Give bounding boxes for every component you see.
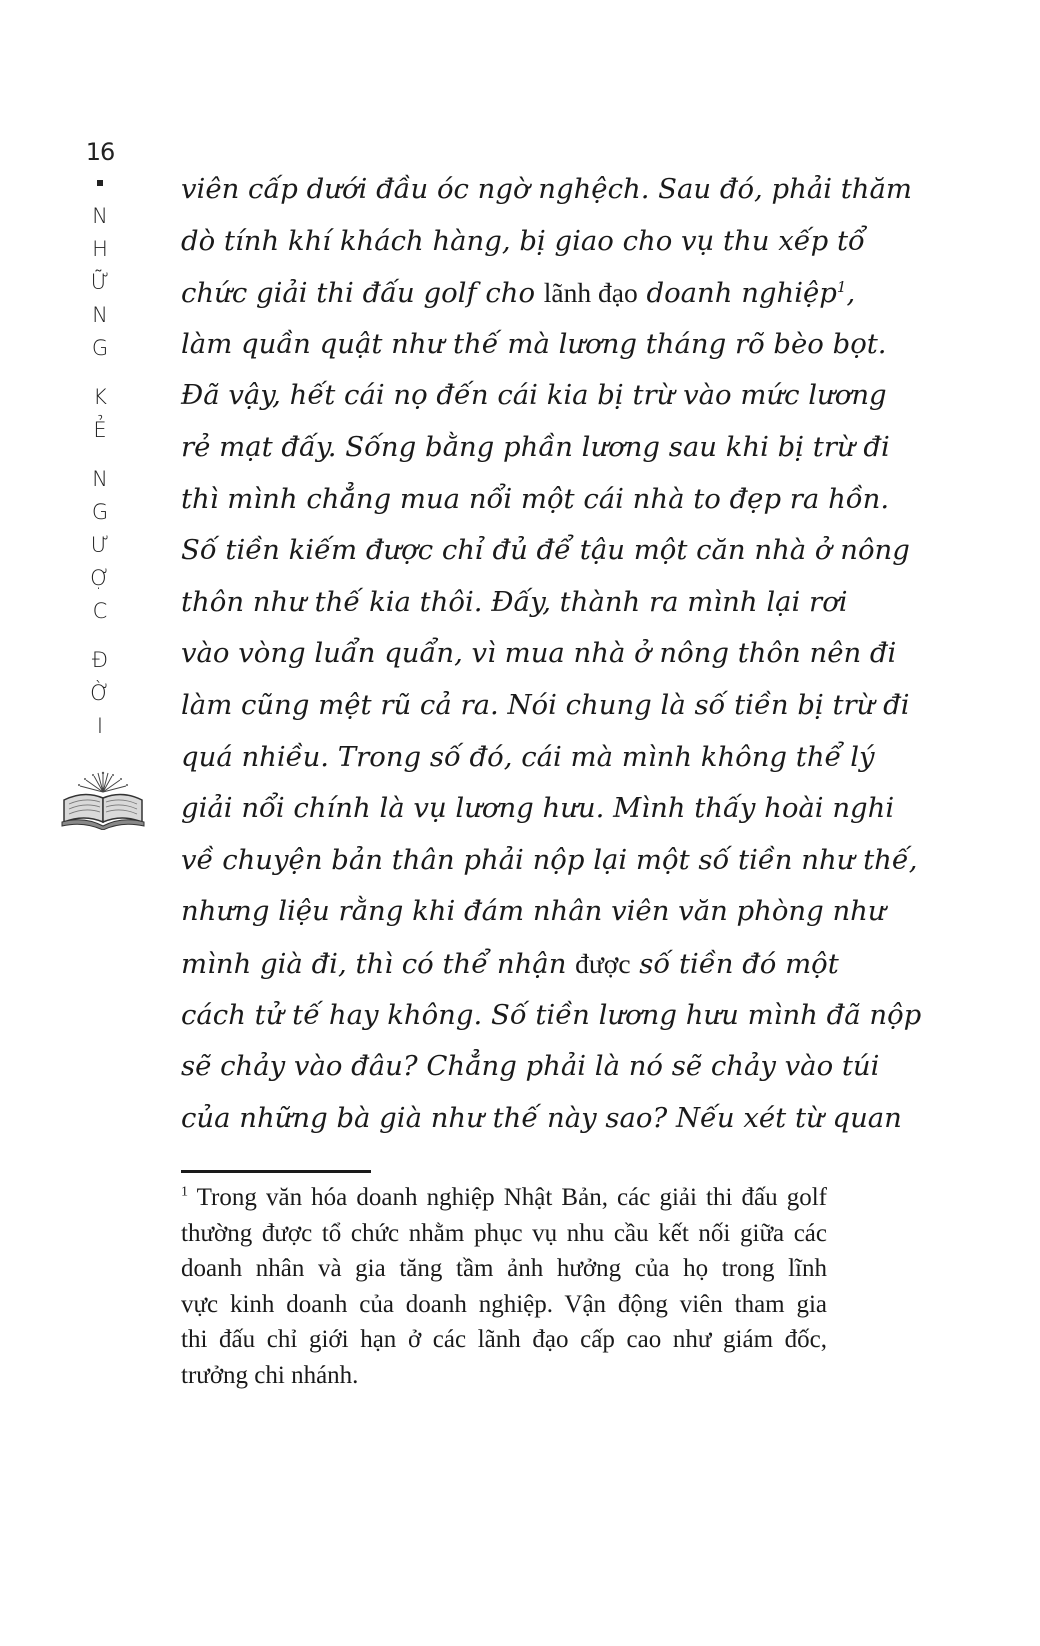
footnote-line (181, 1287, 827, 1323)
body-text-run: vào vòng luẩn quẩn, vì mua nhà ở nông thôn nên đi (181, 637, 897, 670)
footnote-line (181, 1216, 827, 1252)
title-letter: Đ (91, 648, 109, 672)
title-letter: G (91, 500, 109, 524)
body-text-run: Số tiền kiếm được chỉ đủ để tậu một căn nhà ở nông (181, 534, 910, 567)
footnote-marker: 1 (181, 1184, 188, 1200)
body-text (181, 164, 922, 1144)
body-line (181, 577, 848, 629)
body-text-run: Đã vậy, hết cái nọ đến cái kia bị trừ vào mức lương (181, 379, 887, 412)
body-text-run: , (846, 277, 856, 310)
body-text-run: quá nhiều. Trong số đó, cái mà mình không thể lý (181, 740, 875, 773)
body-line (181, 370, 887, 422)
title-letter: N (92, 303, 108, 327)
header-separator-dot (97, 180, 103, 186)
body-line (181, 732, 875, 784)
title-letter: Ư (90, 533, 110, 557)
body-text-run: mình già đi, thì có thể nhận (181, 947, 576, 980)
footnote-text: vực kinh doanh của doanh nghiệp. Vận động viên tham gia (181, 1290, 827, 1318)
page-number: 16 (85, 138, 115, 166)
body-text-run: cách tử tế hay không. Số tiền lương hưu mình đã nộp (181, 998, 922, 1031)
body-text-run: thôn như thế kia thôi. Đấy, thành ra mình lại rơi (181, 585, 848, 618)
body-text-run: làm quần quật như thế mà lương tháng rõ bèo bọt. (181, 327, 887, 360)
title-letter: K (93, 385, 107, 409)
body-line (181, 835, 918, 887)
body-text-run: rẻ mạt đấy. Sống bằng phần lương sau khi bị trừ đi (181, 430, 890, 463)
body-text-run: lãnh đạo (543, 277, 638, 309)
body-text-run: sẽ chảy vào đâu? Chẳng phải là nó sẽ chảy vào túi (181, 1050, 880, 1083)
body-line (181, 1093, 902, 1145)
body-text-run: chức giải thi đấu golf cho (181, 277, 544, 310)
body-text-run: dò tính khí khách hàng, bị giao cho vụ thu xếp tổ (181, 224, 865, 257)
body-line (181, 783, 895, 835)
body-text-run: được (575, 947, 631, 979)
title-letter: I (96, 714, 104, 738)
body-line (181, 474, 890, 526)
footnote-text: trưởng chi nhánh. (181, 1361, 359, 1389)
body-line (181, 886, 886, 938)
footnote-reference: 1 (836, 278, 847, 297)
body-line (181, 938, 839, 990)
title-letter: H (92, 237, 108, 261)
body-text-run: về chuyện bản thân phải nộp lại một số tiền như thế, (181, 843, 918, 876)
body-text-run: của những bà già như thế này sao? Nếu xét từ quan (181, 1101, 902, 1134)
title-letter: Ợ (90, 566, 110, 590)
footnote-line (181, 1322, 827, 1358)
title-letter: Ữ (90, 270, 110, 294)
book-title-vertical (70, 200, 130, 743)
footnote-line (181, 1251, 827, 1287)
open-book-icon (60, 770, 146, 830)
footnote-text: doanh nhân và gia tăng tầm ảnh hưởng của họ trong lĩnh (181, 1255, 827, 1282)
body-line (181, 164, 912, 216)
body-text-run: thì mình chẳng mua nổi một cái nhà to đẹp ra hồn. (181, 482, 890, 515)
body-text-run: làm cũng mệt rũ cả ra. Nói chung là số tiền bị trừ đi (181, 688, 910, 721)
body-text-run: giải nổi chính là vụ lương hưu. Mình thấy hoài nghi (181, 792, 895, 825)
footnote-line (181, 1358, 827, 1394)
title-letter: G (91, 336, 109, 360)
body-line (181, 628, 897, 680)
body-line (181, 267, 856, 319)
footnote-text: thường được tổ chức nhằm phục vụ nhu cầu kết nối giữa các (181, 1219, 827, 1247)
footnote (181, 1180, 827, 1393)
body-text-run: nhưng liệu rằng khi đám nhân viên văn phòng như (181, 895, 886, 928)
title-letter: Ẻ (93, 418, 107, 442)
body-line (181, 680, 910, 732)
footnote-divider (181, 1170, 371, 1173)
title-letter: Ờ (90, 681, 110, 705)
body-text-run: doanh nghiệp (637, 277, 837, 310)
body-line (181, 319, 887, 371)
body-line (181, 216, 865, 268)
footnote-line (181, 1180, 827, 1216)
footnote-text: thi đấu chỉ giới hạn ở các lãnh đạo cấp cao như giám đốc, (181, 1326, 827, 1353)
title-letter: N (92, 467, 108, 491)
title-letter: N (92, 204, 108, 228)
running-header (70, 138, 130, 743)
body-line (181, 990, 922, 1042)
body-line (181, 422, 890, 474)
body-text-run: số tiền đó một (630, 947, 839, 980)
footnote-text: Trong văn hóa doanh nghiệp Nhật Bản, các giải thi đấu golf (188, 1184, 827, 1211)
body-line (181, 1041, 880, 1093)
body-text-run: viên cấp dưới đầu óc ngờ nghệch. Sau đó, phải thăm (181, 173, 912, 205)
body-line (181, 525, 910, 577)
title-letter: C (92, 599, 108, 623)
